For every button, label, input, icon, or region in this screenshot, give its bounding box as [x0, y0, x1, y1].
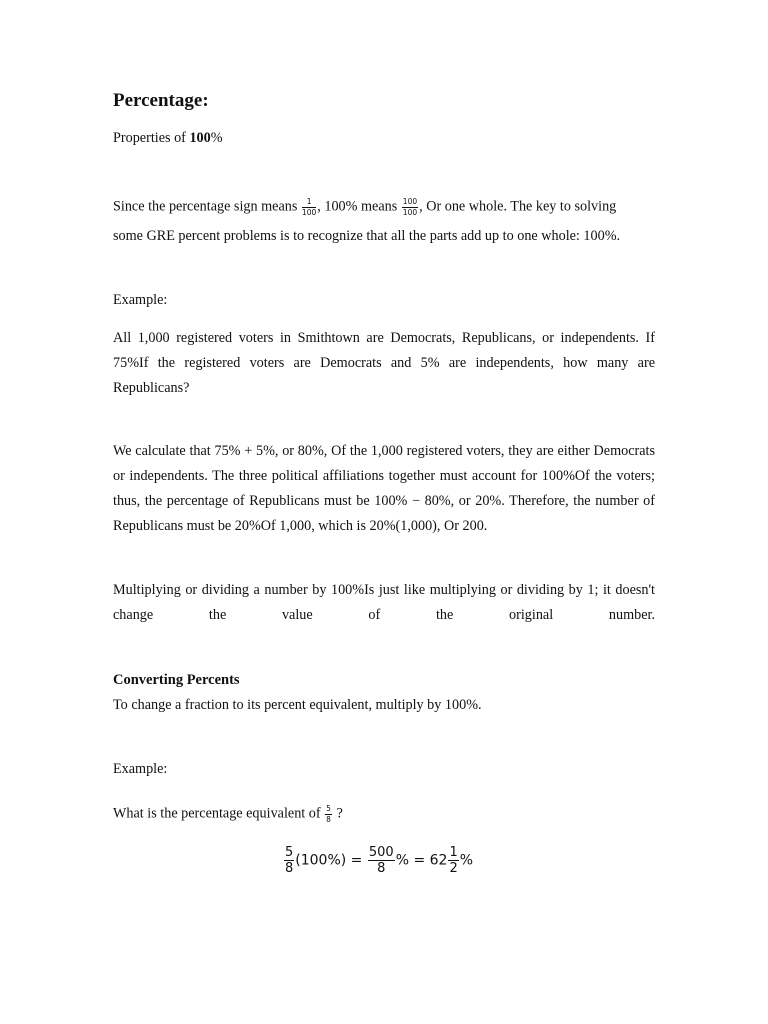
- page-title: Percentage:: [113, 90, 209, 111]
- equation-fraction-1-over-2: [448, 846, 458, 875]
- subtitle-prefix: Properties of: [113, 130, 190, 146]
- paragraph-1-line-2: some GRE percent problems is to recognize that all the parts add up to one whole: 100%.: [113, 228, 621, 244]
- equation: [283, 846, 473, 875]
- fraction-numerator: 5: [326, 804, 331, 813]
- fraction-5-over-8: [325, 805, 332, 823]
- equation-part-1: (100%) =: [295, 852, 367, 869]
- fraction-denominator: 8: [326, 814, 331, 824]
- fraction-denominator: 100: [301, 207, 317, 217]
- fraction-100-over-100: [402, 198, 418, 216]
- subtitle-bold: 100: [189, 130, 211, 146]
- fraction-numerator: 100: [402, 197, 418, 206]
- question-2-suffix: ?: [332, 805, 343, 822]
- fraction-denominator: 8: [377, 861, 386, 876]
- equation-fraction-5-over-8: [284, 846, 294, 875]
- example-2-question: [113, 805, 343, 823]
- paragraph-1-line-1: [113, 198, 616, 216]
- para1-text-b: , 100% means: [317, 198, 401, 215]
- fraction-denominator: 2: [449, 861, 458, 876]
- fraction-1-over-100: [302, 198, 316, 216]
- fraction-numerator: 1: [302, 198, 316, 208]
- subtitle: [113, 131, 223, 145]
- fraction-numerator: 500: [368, 845, 394, 860]
- question-2-text: What is the percentage equivalent of: [113, 805, 325, 822]
- fraction-denominator: 8: [285, 861, 294, 876]
- equation-part-2: % = 62: [395, 852, 448, 869]
- note-paragraph: Multiplying or dividing a number by 100%Is just like multiplying or dividing by 1; it doesn't change the value of the original number.: [113, 582, 655, 623]
- fraction-denominator: 100: [402, 207, 418, 217]
- fraction-numerator: 5: [285, 845, 294, 860]
- section-heading: Converting Percents: [113, 672, 240, 688]
- example-1-question: All 1,000 registered voters in Smithtown are Democrats, Republicans, or independents. If 75%If the registered voters are Democrats and 5% are independents, how many are Republicans?: [113, 330, 655, 396]
- example-1-solution: We calculate that 75% + 5%, or 80%, Of the 1,000 registered voters, they are either Democrats or independents. The three political affiliations together must account for 100%Of the voters; thus, the percentage of Republicans must be 100% − 80%, or 20%. Therefore, the number of Republicans must be 20%Of 1,000, which is 20%(1,000), Or 200.: [113, 443, 655, 534]
- section-text: To change a fraction to its percent equivalent, multiply by 100%.: [113, 697, 482, 713]
- example-2-label: Example:: [113, 761, 168, 777]
- equation-fraction-500-over-8: [368, 846, 395, 875]
- fraction-numerator: 1: [449, 845, 458, 860]
- para1-text-a: Since the percentage sign means: [113, 198, 301, 215]
- para1-text-c: , Or one whole. The key to solving: [419, 198, 617, 215]
- subtitle-suffix: %: [210, 130, 223, 146]
- example-1-label: Example:: [113, 292, 168, 308]
- equation-part-3: %: [459, 852, 474, 869]
